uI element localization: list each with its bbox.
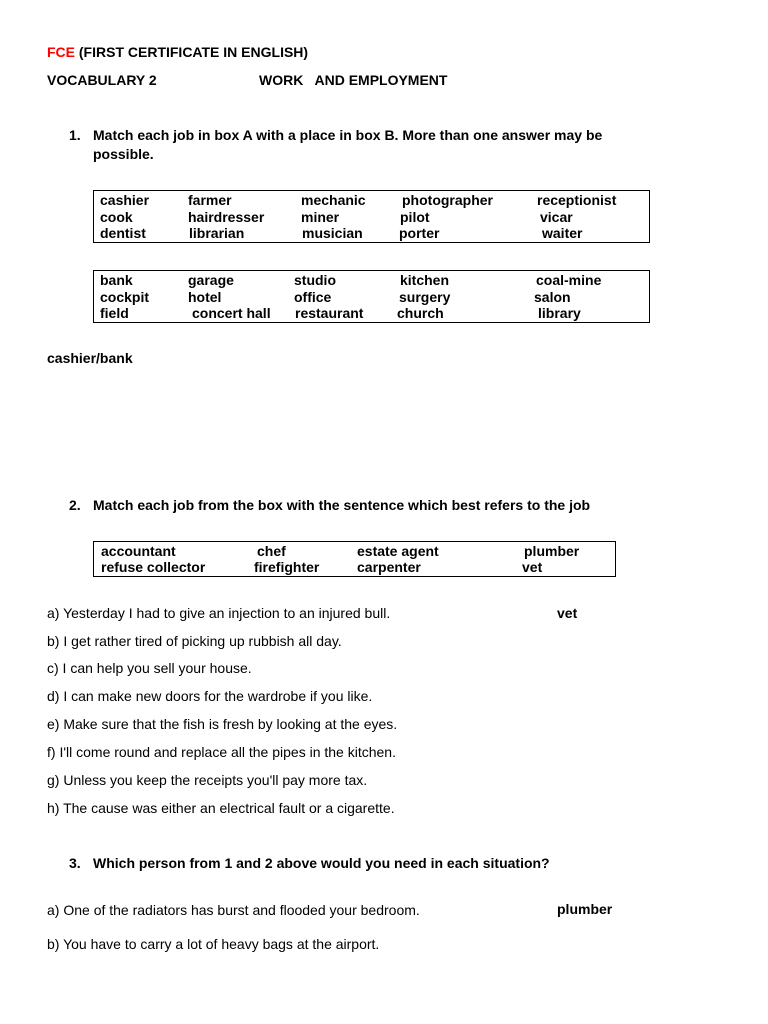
box-b-cell: kitchen (400, 272, 450, 288)
fce-full-title: (FIRST CERTIFICATE IN ENGLISH) (78, 44, 309, 60)
box-b-cell: salon (534, 289, 571, 305)
fce-label: FCE (47, 44, 75, 60)
box-b-cell: studio (294, 272, 336, 288)
box-b-cell: coal-mine (536, 272, 602, 288)
box-a-cell: librarian (189, 225, 245, 241)
q1-instruction-line1: Match each job in box A with a place in box B. More than one answer may be (93, 127, 603, 143)
box-b-cell: church (397, 305, 444, 321)
jobs-box-cell: accountant (101, 543, 176, 559)
q2-answer-a: vet (557, 605, 578, 621)
q2-sentence-g: g) Unless you keep the receipts you'll pay more tax. (47, 772, 368, 788)
box-b-cell: hotel (188, 289, 222, 305)
box-a-cell: pilot (400, 209, 430, 225)
box-a-cell: hairdresser (188, 209, 265, 225)
vocabulary-label: VOCABULARY 2 (47, 72, 157, 88)
box-a-cell: receptionist (537, 192, 617, 208)
jobs-box-cell: refuse collector (101, 559, 206, 575)
jobs-box-cell: carpenter (357, 559, 421, 575)
box-b-places (93, 270, 650, 323)
box-a-cell: dentist (100, 225, 146, 241)
box-b-cell: garage (188, 272, 234, 288)
jobs-box (93, 541, 616, 577)
q2-sentence-h: h) The cause was either an electrical fault or a cigarette. (47, 800, 395, 816)
box-b-cell: cockpit (100, 289, 150, 305)
q3-sentence-a: a) One of the radiators has burst and flooded your bedroom. (47, 902, 420, 918)
box-a-cell: cook (100, 209, 133, 225)
box-a-cell: mechanic (301, 192, 366, 208)
box-a-jobs (93, 190, 650, 243)
q2-sentence-d: d) I can make new doors for the wardrobe if you like. (47, 688, 373, 704)
jobs-box-cell: estate agent (357, 543, 439, 559)
box-a-cell: vicar (540, 209, 573, 225)
q1-number: 1. (69, 127, 81, 143)
box-b-cell: library (538, 305, 581, 321)
box-a-cell: porter (399, 225, 440, 241)
box-b-cell: surgery (399, 289, 451, 305)
q2-sentence-e: e) Make sure that the fish is fresh by looking at the eyes. (47, 716, 398, 732)
box-a-cell: miner (301, 209, 340, 225)
box-a-cell: farmer (188, 192, 232, 208)
jobs-box-cell: firefighter (254, 559, 320, 575)
q2-number: 2. (69, 497, 81, 513)
q3-sentence-b: b) You have to carry a lot of heavy bags at the airport. (47, 936, 380, 952)
topic-title: WORK AND EMPLOYMENT (259, 72, 448, 88)
box-a-cell: cashier (100, 192, 150, 208)
q2-sentence-c: c) I can help you sell your house. (47, 660, 252, 676)
jobs-box-cell: chef (257, 543, 286, 559)
box-a-cell: waiter (542, 225, 583, 241)
q2-sentence-b: b) I get rather tired of picking up rubbish all day. (47, 633, 342, 649)
box-b-cell: bank (100, 272, 133, 288)
box-b-cell: field (100, 305, 129, 321)
box-b-cell: restaurant (295, 305, 364, 321)
q2-instruction: Match each job from the box with the sentence which best refers to the job (93, 497, 591, 513)
q3-answer-a: plumber (557, 901, 613, 917)
q3-instruction: Which person from 1 and 2 above would you need in each situation? (93, 855, 550, 871)
jobs-box-cell: plumber (524, 543, 580, 559)
q3-number: 3. (69, 855, 81, 871)
q2-sentence-a: a) Yesterday I had to give an injection to an injured bull. (47, 605, 391, 621)
q1-example-answer: cashier/bank (47, 350, 133, 366)
q1-instruction-line2: possible. (93, 146, 154, 162)
box-b-cell: concert hall (192, 305, 271, 321)
box-a-cell: photographer (402, 192, 493, 208)
box-b-cell: office (294, 289, 332, 305)
title-line (47, 44, 308, 60)
jobs-box-cell: vet (522, 559, 543, 575)
box-a-cell: musician (302, 225, 363, 241)
q2-sentence-f: f) I'll come round and replace all the pipes in the kitchen. (47, 744, 396, 760)
